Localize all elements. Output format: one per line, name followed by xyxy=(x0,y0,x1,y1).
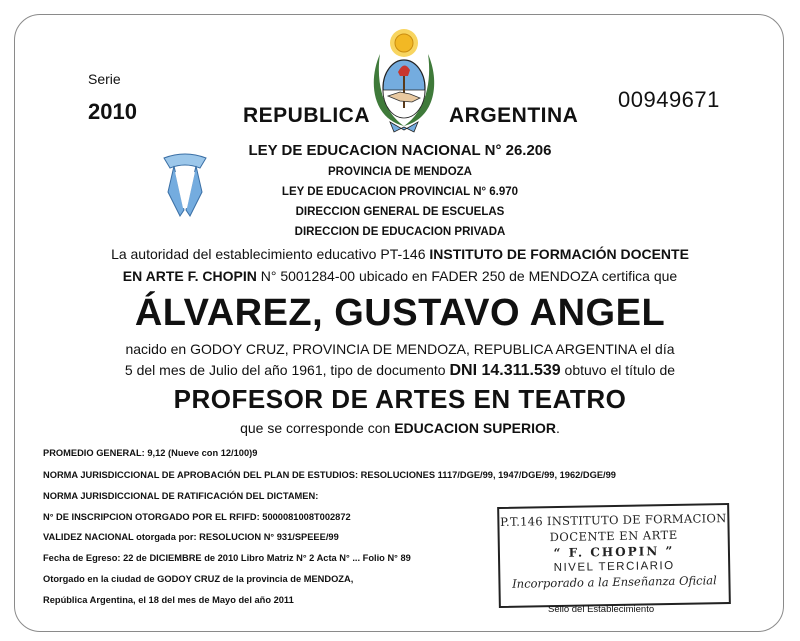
birth-line: nacido en GODOY CRUZ, PROVINCIA DE MENDOZA, REPUBLICA ARGENTINA el día xyxy=(125,341,675,357)
ley-provincial: LEY DE EDUCACION PROVINCIAL N° 6.970 xyxy=(281,186,519,198)
degree-title: PROFESOR DE ARTES EN TEATRO xyxy=(173,384,627,414)
institute-name: INSTITUTO DE FORMACIÓN DOCENTE xyxy=(429,246,689,262)
authority-line-1 xyxy=(0,246,800,262)
serial-number: 00949671 xyxy=(618,87,720,112)
graduate-name: ÁLVAREZ, GUSTAVO ANGEL xyxy=(134,292,666,334)
stamp-caption: Sello del Establecimiento xyxy=(548,604,655,615)
serie-year: 2010 xyxy=(88,99,137,124)
stamp-line-3: “ F. CHOPIN ” xyxy=(553,543,675,561)
norma-aprobacion: NORMA JURISDICCIONAL DE APROBACIÓN DEL PLAN DE ESTUDIOS: RESOLUCIONES 1117/DGE/99, 1947/DGE/99, 1962/DGE/99 xyxy=(43,470,616,480)
dni-number: DNI 14.311.539 xyxy=(449,362,561,379)
education-level: EDUCACION SUPERIOR xyxy=(394,420,556,436)
republica-heading: REPUBLICA xyxy=(243,104,371,127)
document-line xyxy=(0,362,800,380)
obtuvo-text: obtuvo el título de xyxy=(560,362,676,378)
document-text: 5 del mes de Julio del año 1961, tipo de documento xyxy=(124,362,450,378)
norma-ratificacion: NORMA JURISDICCIONAL DE RATIFICACIÓN DEL DICTAMEN: xyxy=(43,491,319,501)
direccion-privada: DIRECCION DE EDUCACION PRIVADA xyxy=(294,226,506,238)
sun-rays xyxy=(390,29,418,57)
institution-stamp xyxy=(497,503,731,608)
stamp-line-4: NIVEL TERCIARIO xyxy=(553,559,675,575)
authority-text: La autoridad del establecimiento educativo PT-146 xyxy=(111,246,430,262)
fecha-egreso: Fecha de Egreso: 22 de DICIEMBRE de 2010 Libro Matriz N° 2 Acta N° ... Folio N° 89 xyxy=(43,553,411,563)
location-text: N° 5001284-00 ubicado en FADER 250 de MENDOZA certifica que xyxy=(256,268,678,284)
direccion-general: DIRECCION GENERAL DE ESCUELAS xyxy=(295,206,505,218)
promedio-general: PROMEDIO GENERAL: 9,12 (Nueve con 12/100)9 xyxy=(43,448,258,458)
emblem-ribbon xyxy=(390,122,418,132)
level-text: que se corresponde con xyxy=(240,420,395,436)
numero-inscripcion: N° DE INSCRIPCION OTORGADO POR EL RFIFD: 5000081008T002872 xyxy=(43,512,351,522)
institute-name-cont: EN ARTE F. CHOPIN xyxy=(122,268,257,284)
authority-line-2 xyxy=(0,268,800,284)
argentina-heading: ARGENTINA xyxy=(449,104,579,127)
level-line xyxy=(0,420,800,436)
stamp-line-5: Incorporado a la Enseñanza Oficial xyxy=(512,573,717,591)
level-period: . xyxy=(556,420,560,436)
coat-of-arms-emblem xyxy=(364,26,444,136)
fecha-otorgamiento: República Argentina, el 18 del mes de Mayo del año 2011 xyxy=(43,595,294,605)
stamp-line-2: DOCENTE EN ARTE xyxy=(549,527,678,545)
serie-label: Serie xyxy=(88,71,121,87)
provincia-line: PROVINCIA DE MENDOZA xyxy=(328,166,472,178)
validez-nacional: VALIDEZ NACIONAL otorgada por: RESOLUCION N° 931/SPEEE/99 xyxy=(43,532,339,542)
ley-nacional: LEY DE EDUCACION NACIONAL N° 26.206 xyxy=(248,142,552,159)
otorgado-ciudad: Otorgado en la ciudad de GODOY CRUZ de la provincia de MENDOZA, xyxy=(43,574,354,584)
stamp-line-1: P.T.146 INSTITUTO DE FORMACION xyxy=(500,511,727,529)
